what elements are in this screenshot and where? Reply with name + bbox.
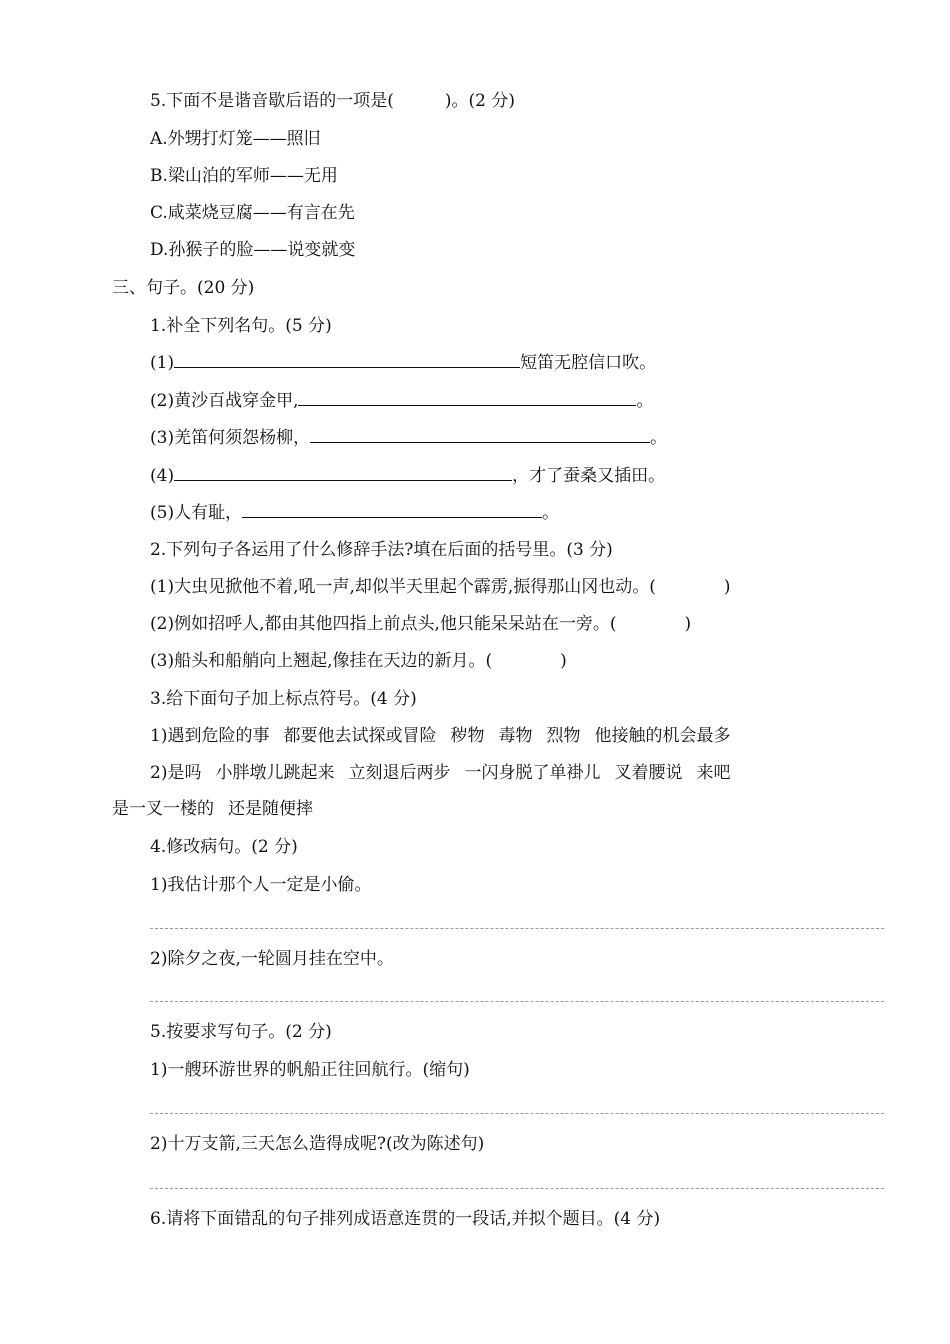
fill-blank-3[interactable] (310, 428, 650, 443)
punctuation-item-2-cont (112, 798, 313, 820)
fill-item-1-suffix: 短笛无腔信口吹。 (520, 353, 657, 373)
question-3-4-stem: 4.修改病句。(2 分) (150, 837, 298, 857)
segment: 叉着腰说 (614, 763, 683, 783)
correction-item-1: 1)我估计那个人一定是小偷。 (150, 875, 372, 895)
question-3-5-stem: 5.按要求写句子。(2 分) (150, 1022, 332, 1042)
question-3-6-stem: 6.请将下面错乱的句子排列成语意连贯的一段话,并拟个题目。(4 分) (150, 1209, 661, 1229)
rewrite-item-2: 2)十万支箭,三天怎么造得成呢?(改为陈述句) (150, 1134, 485, 1154)
segment: 2)是吗 (150, 763, 202, 783)
question-3-2-stem: 2.下列句子各运用了什么修辞手法?填在后面的括号里。(3 分) (150, 540, 613, 560)
segment: 毒物 (498, 726, 533, 746)
fill-blank-5[interactable] (242, 503, 542, 518)
fill-item-4 (150, 465, 665, 487)
fill-item-5 (150, 502, 559, 524)
fill-item-2 (150, 390, 653, 412)
fill-item-3-prefix: (3)羌笛何须怨杨柳， (150, 428, 311, 448)
answer-line[interactable] (150, 1188, 884, 1189)
rhetoric-item-3: (3)船头和船艄向上翘起,像挂在天边的新月。( ) (150, 651, 567, 671)
fill-blank-4[interactable] (174, 466, 512, 481)
segment: 是一叉一楼的 (112, 799, 214, 819)
correction-item-2: 2)除夕之夜,一轮圆月挂在空中。 (150, 949, 394, 969)
fill-item-1-prefix: (1) (150, 353, 175, 373)
segment: 1)遇到危险的事 (150, 726, 270, 746)
option-a: A.外甥打灯笼——照旧 (150, 129, 321, 149)
option-d: D.孙猴子的脸——说变就变 (150, 240, 356, 260)
segment: 秽物 (450, 726, 485, 746)
fill-blank-1[interactable] (174, 353, 520, 368)
rewrite-item-1: 1)一艘环游世界的帆船正往回航行。(缩句) (150, 1060, 470, 1080)
option-b: B.梁山泊的军师——无用 (150, 166, 338, 186)
fill-item-4-prefix: (4) (150, 466, 175, 486)
option-c: C.咸菜烧豆腐——有言在先 (150, 203, 355, 223)
fill-item-5-prefix: (5)人有耻， (150, 503, 243, 523)
answer-line[interactable] (150, 928, 884, 929)
segment: 烈物 (546, 726, 581, 746)
segment: 他接触的机会最多 (594, 726, 731, 746)
question-3-3-stem: 3.给下面句子加上标点符号。(4 分) (150, 689, 417, 709)
segment: 一闪身脱了单褂儿 (464, 763, 601, 783)
segment: 来吧 (696, 763, 731, 783)
rhetoric-item-1: (1)大虫见掀他不着,吼一声,却似半天里起个霹雳,振得那山冈也动。( ) (150, 577, 731, 597)
question-5-stem: 5.下面不是谐音歇后语的一项是( )。(2 分) (150, 91, 515, 111)
segment: 还是随便摔 (228, 799, 313, 819)
fill-blank-2[interactable] (298, 391, 636, 406)
section-3-title: 三、句子。(20 分) (112, 278, 255, 298)
fill-item-3 (150, 427, 667, 449)
segment: 立刻退后两步 (348, 763, 451, 783)
punctuation-item-2 (150, 762, 730, 784)
segment: 小胖墩儿跳起来 (215, 763, 335, 783)
answer-line[interactable] (150, 1113, 884, 1114)
punctuation-item-1 (150, 725, 730, 747)
question-3-1-stem: 1.补全下列名句。(5 分) (150, 316, 332, 336)
fill-item-2-suffix: 。 (636, 391, 654, 411)
fill-item-1 (150, 352, 656, 374)
fill-item-2-prefix: (2)黄沙百战穿金甲, (150, 391, 299, 411)
fill-item-3-suffix: 。 (650, 428, 668, 448)
segment: 都要他去试探或冒险 (283, 726, 437, 746)
rhetoric-item-2: (2)例如招呼人,都由其他四指上前点头,他只能呆呆站在一旁。( ) (150, 614, 692, 634)
answer-line[interactable] (150, 1001, 884, 1002)
fill-item-4-suffix: ，才了蚕桑又插田。 (512, 466, 666, 486)
fill-item-5-suffix: 。 (542, 503, 560, 523)
